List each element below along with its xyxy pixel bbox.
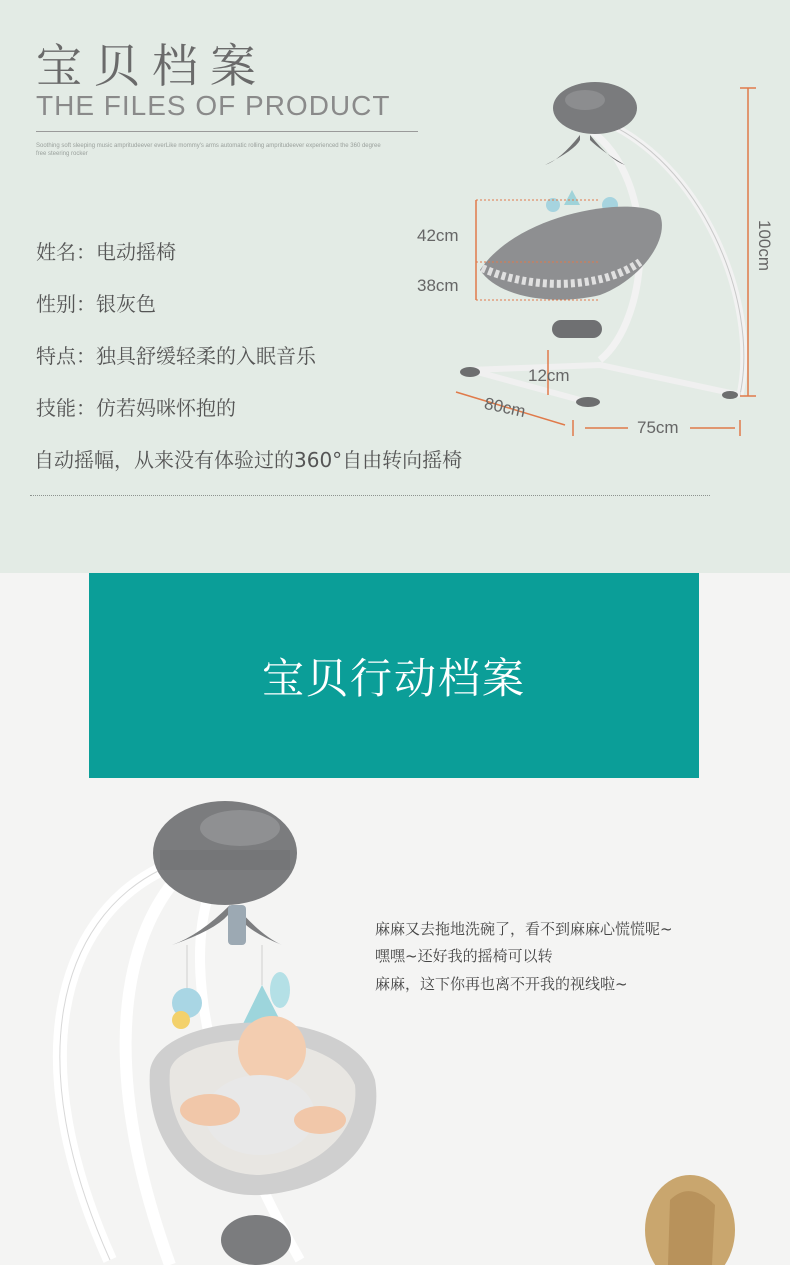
- dimension-width: 75cm: [637, 418, 679, 437]
- story-line-3: 麻麻，这下你再也离不开我的视线啦~: [375, 975, 628, 993]
- subtitle-text: Soothing soft sleeping music ampritudeever everLike mommy's arms automatic rolling ampritudeever experienced the 360 degree free steering rocker: [36, 143, 381, 157]
- story-line-1: 麻麻又去拖地洗碗了，看不到麻麻心慌慌呢~: [375, 920, 673, 938]
- dimension-height-total: 100cm: [755, 220, 774, 272]
- dimension-seat: 38cm: [417, 276, 459, 295]
- spec-skill: 技能：仿若妈咪怀抱的: [36, 396, 236, 420]
- dimension-depth: 80cm: [482, 393, 528, 422]
- spec-color: 性别：银灰色: [36, 292, 156, 316]
- spec-description: 自动摇幅，从来没有体验过的360°自由转向摇椅: [34, 448, 463, 472]
- dimension-mobile: 42cm: [417, 226, 459, 245]
- dimension-base-gap: 12cm: [528, 366, 570, 385]
- spec-name: 姓名：电动摇椅: [36, 240, 176, 264]
- page-title: 宝贝档案: [36, 39, 268, 93]
- page-title-english: THE FILES OF PRODUCT: [36, 90, 391, 121]
- banner-title: 宝贝行动档案: [261, 653, 526, 703]
- spec-feature: 特点：独具舒缓轻柔的入眠音乐: [36, 344, 316, 368]
- story-line-2: 嘿嘿~还好我的摇椅可以转: [375, 947, 553, 965]
